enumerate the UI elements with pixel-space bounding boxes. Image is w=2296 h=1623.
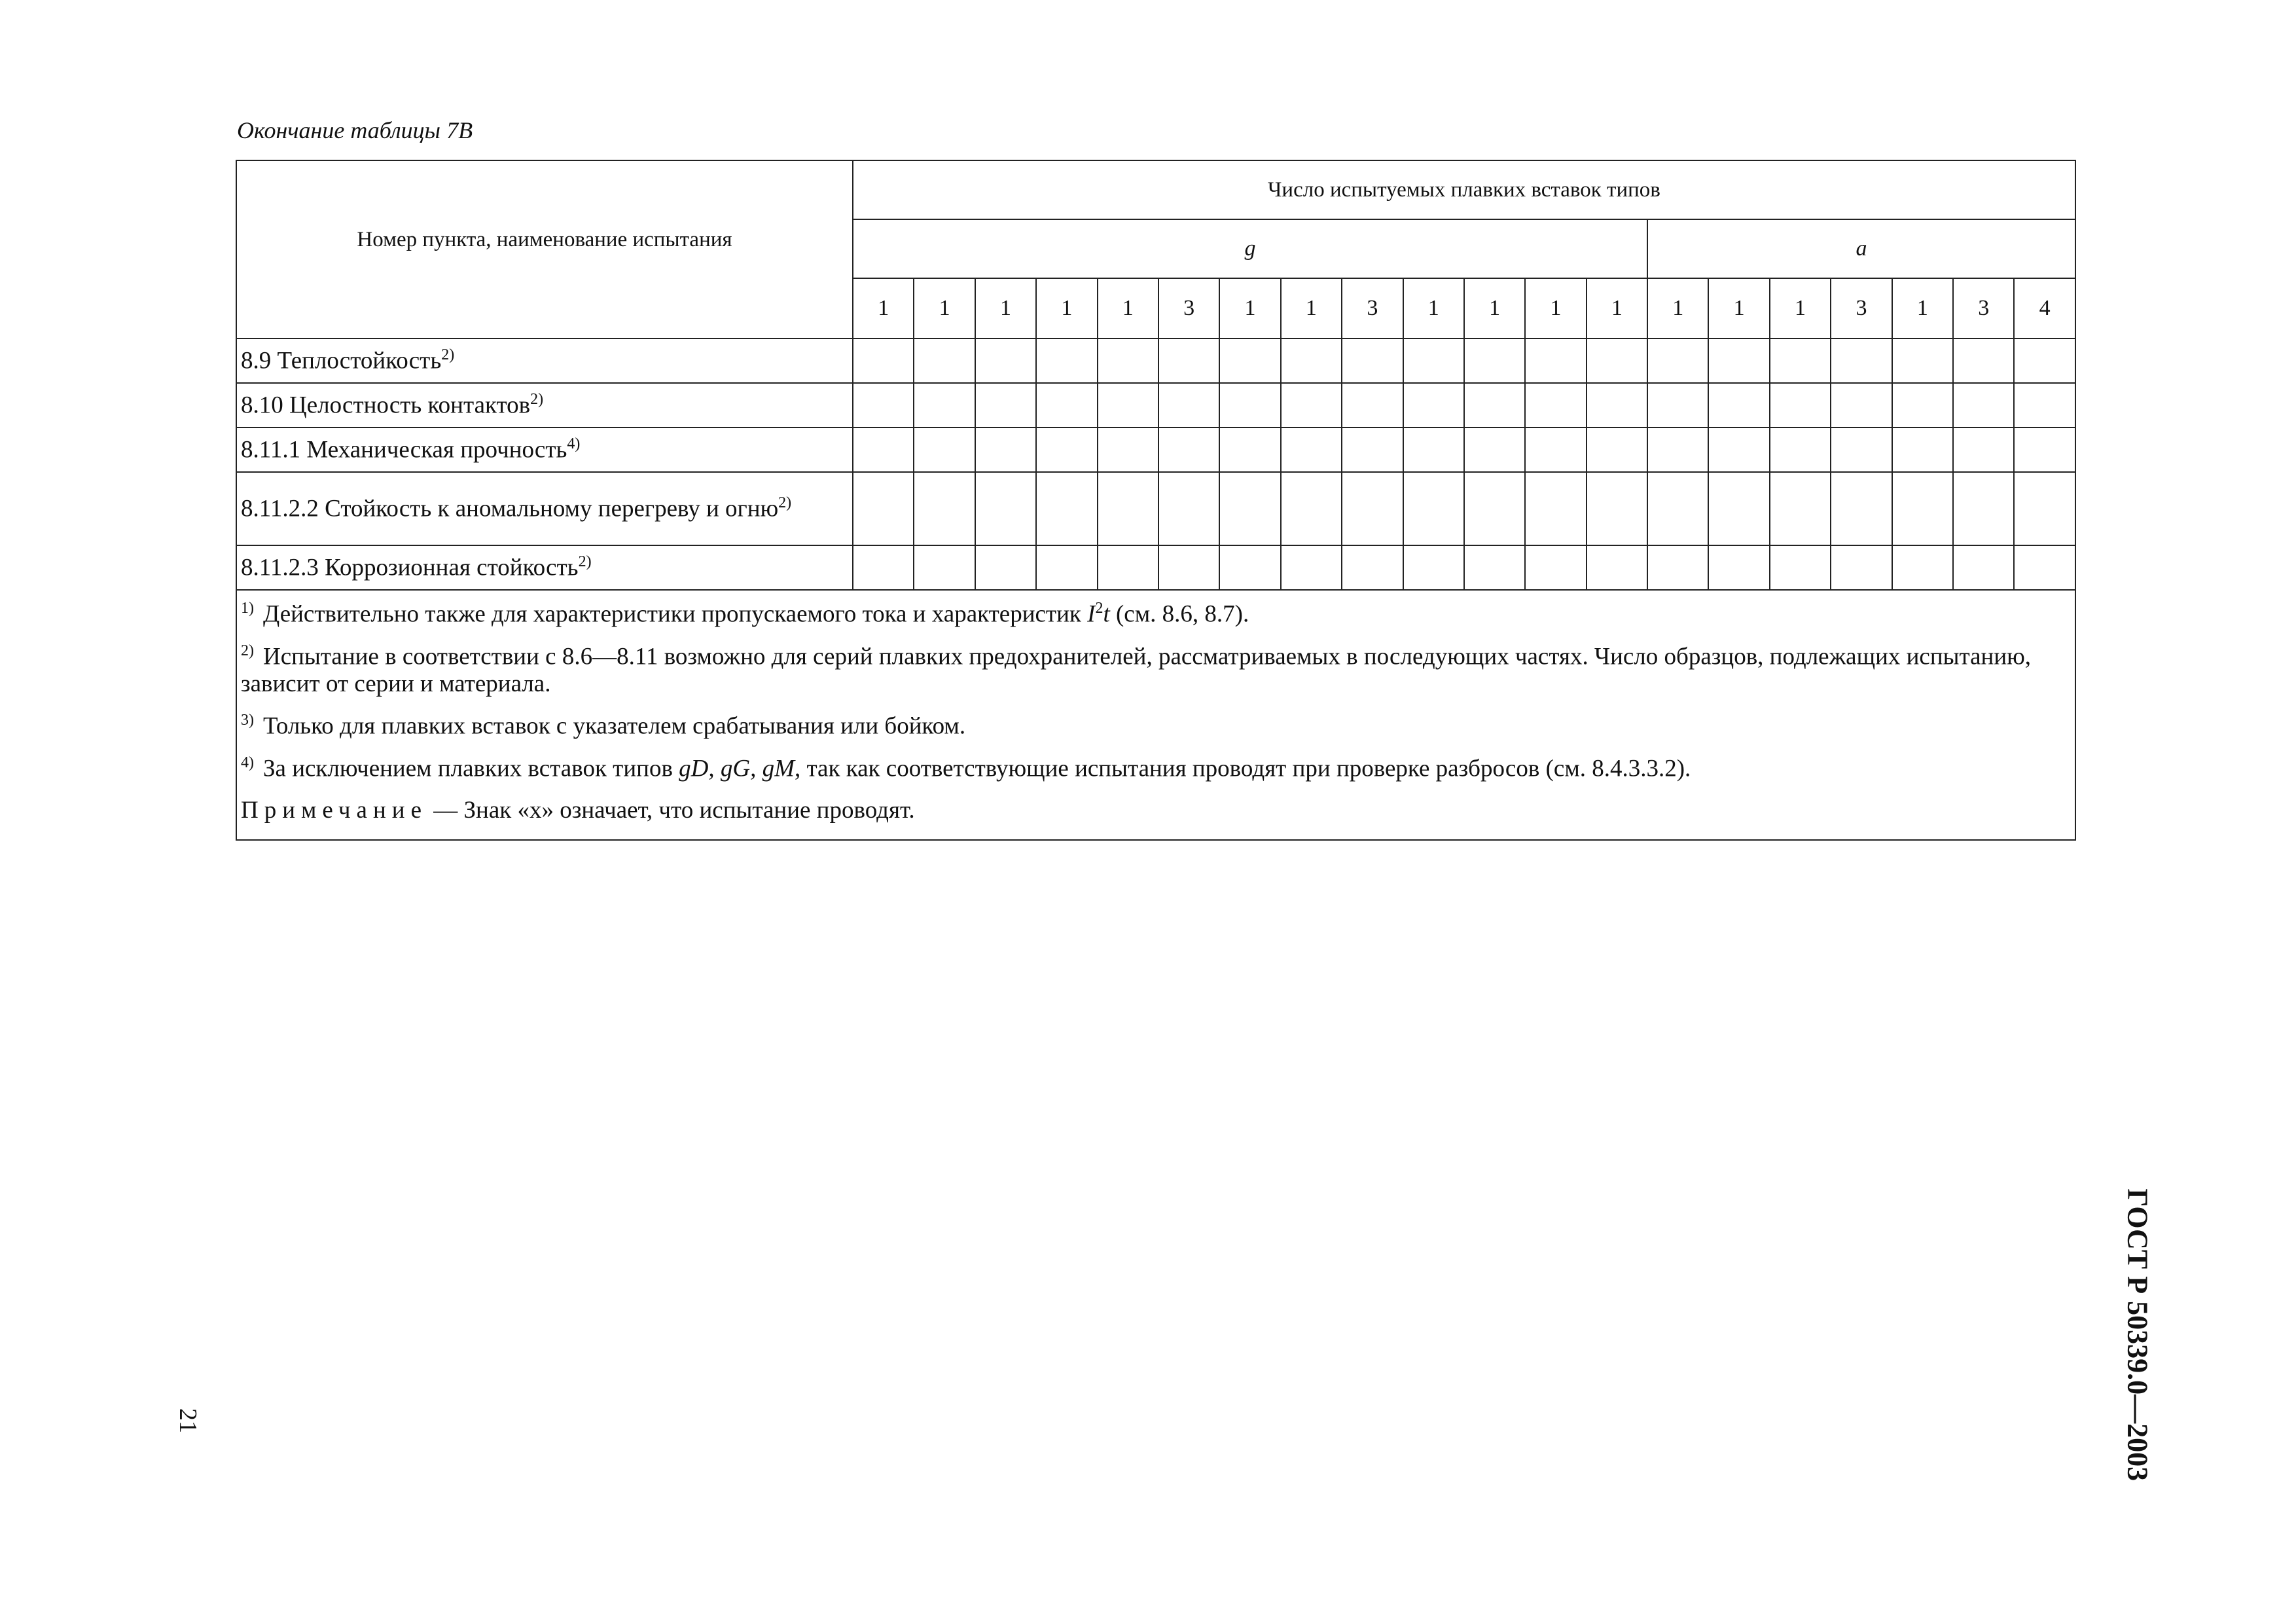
count-cell: 1 <box>1464 278 1525 338</box>
result-cell <box>1281 338 1342 383</box>
header-group-g: g <box>853 219 1647 278</box>
result-cell <box>1587 383 1647 428</box>
result-cell <box>1403 338 1464 383</box>
result-cell <box>1587 472 1647 545</box>
result-cell <box>1098 472 1158 545</box>
result-cell <box>1158 338 1219 383</box>
count-cell: 1 <box>975 278 1036 338</box>
result-cell <box>1892 545 1953 590</box>
footnote-4: $^{4)}$ За исключением плавких вставок типов gD, gG, gM, так как соответствующие испытания проводят при проверке разбросов (см. 8.4.3.3.2). <box>241 754 1691 782</box>
result-cell <box>1342 545 1403 590</box>
count-cell: 1 <box>1647 278 1708 338</box>
result-cell <box>1036 338 1097 383</box>
result-cell <box>1219 428 1280 472</box>
result-cell <box>853 545 914 590</box>
result-cell <box>914 472 975 545</box>
result-cell <box>1892 428 1953 472</box>
header-group-a: a <box>1647 219 2075 278</box>
result-cell <box>1770 383 1831 428</box>
result-cell <box>1036 428 1097 472</box>
count-cell: 1 <box>1403 278 1464 338</box>
result-cell <box>1281 545 1342 590</box>
result-cell <box>1036 545 1097 590</box>
result-cell <box>975 383 1036 428</box>
result-cell <box>2014 428 2075 472</box>
result-cell <box>1953 545 2014 590</box>
result-cell <box>1892 338 1953 383</box>
result-cell <box>1587 428 1647 472</box>
count-cell: 4 <box>2014 278 2075 338</box>
result-cell <box>1770 428 1831 472</box>
count-cell: 1 <box>1281 278 1342 338</box>
result-cell <box>1342 383 1403 428</box>
result-cell <box>1770 338 1831 383</box>
result-cell <box>1158 428 1219 472</box>
result-cell <box>1525 338 1586 383</box>
row-label: 8.10 Целостность контактов$^{2)}$ <box>236 383 853 428</box>
result-cell <box>1342 472 1403 545</box>
result-cell <box>1831 383 1892 428</box>
result-cell <box>1342 338 1403 383</box>
result-cell <box>853 472 914 545</box>
result-cell <box>1647 428 1708 472</box>
result-cell <box>1587 338 1647 383</box>
result-cell <box>1953 428 2014 472</box>
table-row <box>236 545 2075 590</box>
result-cell <box>2014 383 2075 428</box>
result-cell <box>1525 472 1586 545</box>
count-cell: 3 <box>1158 278 1219 338</box>
table-remark: Примечание — Знак «х» означает, что испытание проводят. <box>241 796 915 824</box>
result-cell <box>1219 472 1280 545</box>
result-cell <box>1098 338 1158 383</box>
result-cell <box>1403 383 1464 428</box>
result-cell <box>1036 472 1097 545</box>
result-cell <box>1098 428 1158 472</box>
footnote-2: $^{2)}$ Испытание в соответствии с 8.6—8.11 возможно для серий плавких предохранителей, рассматриваемых в последующих частях. Число образцов, подлежащих испытанию, зависит от серии и материала. <box>241 642 2032 697</box>
result-cell <box>975 545 1036 590</box>
count-cell: 1 <box>1587 278 1647 338</box>
result-cell <box>1219 338 1280 383</box>
result-cell <box>2014 472 2075 545</box>
result-cell <box>1647 383 1708 428</box>
result-cell <box>975 338 1036 383</box>
table-row <box>236 338 2075 383</box>
result-cell <box>975 472 1036 545</box>
row-label: 8.9 Теплостойкость$^{2)}$ <box>236 338 853 383</box>
document-id: ГОСТ Р 50339.0—2003 <box>2121 1188 2154 1482</box>
footnote-3: $^{3)}$ Только для плавких вставок с указателем срабатывания или бойком. <box>241 711 966 740</box>
result-cell <box>1708 338 1769 383</box>
result-cell <box>1464 338 1525 383</box>
count-cell: 1 <box>1098 278 1158 338</box>
result-cell <box>1770 545 1831 590</box>
result-cell <box>1464 428 1525 472</box>
result-cell <box>1708 383 1769 428</box>
result-cell <box>1525 545 1586 590</box>
row-label: 8.11.2.3 Коррозионная стойкость$^{2)}$ <box>236 545 853 590</box>
result-cell <box>1464 383 1525 428</box>
result-cell <box>853 338 914 383</box>
result-cell <box>2014 545 2075 590</box>
result-cell <box>1647 545 1708 590</box>
result-cell <box>914 428 975 472</box>
result-cell <box>1403 428 1464 472</box>
result-cell <box>853 383 914 428</box>
result-cell <box>1525 428 1586 472</box>
result-cell <box>1464 472 1525 545</box>
result-cell <box>1403 472 1464 545</box>
result-cell <box>914 383 975 428</box>
result-cell <box>1219 545 1280 590</box>
count-cell: 3 <box>1953 278 2014 338</box>
result-cell <box>1708 428 1769 472</box>
count-cell: 1 <box>1525 278 1586 338</box>
result-cell <box>1098 383 1158 428</box>
result-cell <box>1708 545 1769 590</box>
result-cell <box>914 545 975 590</box>
row-label: 8.11.2.2 Стойкость к аномальному перегреву и огню$^{2)}$ <box>236 472 853 545</box>
count-cell: 3 <box>1831 278 1892 338</box>
result-cell <box>1647 472 1708 545</box>
result-cell <box>1342 428 1403 472</box>
result-cell <box>1403 545 1464 590</box>
result-cell <box>1219 383 1280 428</box>
result-cell <box>1708 472 1769 545</box>
result-cell <box>914 338 975 383</box>
result-cell <box>1770 472 1831 545</box>
count-cell: 1 <box>853 278 914 338</box>
count-cell: 1 <box>1036 278 1097 338</box>
result-cell <box>1587 545 1647 590</box>
footnote-1: $^{1)}$ Действительно также для характеристики пропускаемого тока и характеристик $I^2t$ (см. 8.6, 8.7). <box>241 600 1249 628</box>
row-label: 8.11.1 Механическая прочность$^{4)}$ <box>236 428 853 472</box>
result-cell <box>1098 545 1158 590</box>
count-cell: 1 <box>1219 278 1280 338</box>
result-cell <box>1831 545 1892 590</box>
result-cell <box>1158 472 1219 545</box>
count-cell: 1 <box>1708 278 1769 338</box>
result-cell <box>1892 472 1953 545</box>
result-cell <box>1831 428 1892 472</box>
result-cell <box>1953 338 2014 383</box>
count-cell: 3 <box>1342 278 1403 338</box>
table-row <box>236 472 2075 545</box>
result-cell <box>1464 545 1525 590</box>
result-cell <box>1281 383 1342 428</box>
table-row <box>236 428 2075 472</box>
result-cell <box>1831 338 1892 383</box>
header-test-column: Номер пункта, наименование испытания <box>236 160 853 338</box>
table-row <box>236 383 2075 428</box>
page-number: 21 <box>174 1408 202 1433</box>
result-cell <box>1647 338 1708 383</box>
result-cell <box>1281 428 1342 472</box>
result-cell <box>2014 338 2075 383</box>
result-cell <box>1831 472 1892 545</box>
result-cell <box>1525 383 1586 428</box>
result-cell <box>975 428 1036 472</box>
result-cell <box>1892 383 1953 428</box>
count-cell: 1 <box>914 278 975 338</box>
result-cell <box>1281 472 1342 545</box>
table-caption: Окончание таблицы 7B <box>237 117 473 143</box>
result-cell <box>1036 383 1097 428</box>
count-cell: 1 <box>1770 278 1831 338</box>
result-cell <box>1953 383 2014 428</box>
result-cell <box>853 428 914 472</box>
result-cell <box>1953 472 2014 545</box>
tests-table <box>236 160 2076 841</box>
result-cell <box>1158 545 1219 590</box>
footnotes <box>236 590 2075 840</box>
header-count-title: Число испытуемых плавких вставок типов <box>853 160 2075 219</box>
notes-row <box>236 590 2075 840</box>
result-cell <box>1158 383 1219 428</box>
count-cell: 1 <box>1892 278 1953 338</box>
